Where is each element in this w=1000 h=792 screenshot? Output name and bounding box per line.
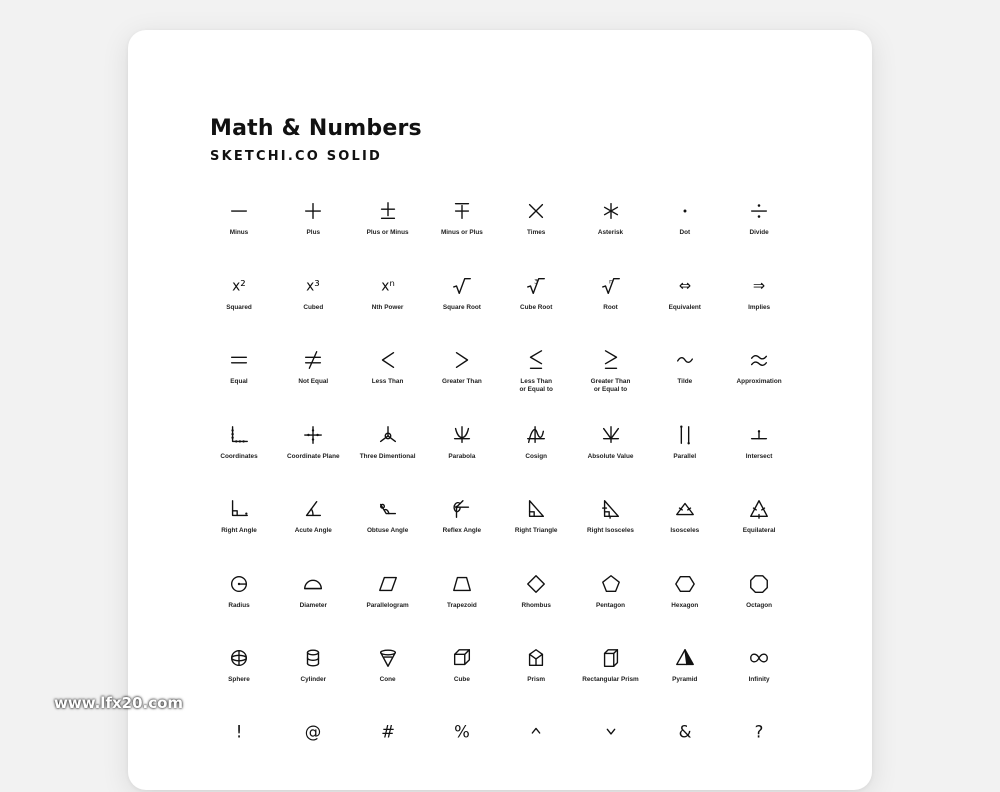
diameter-icon: [274, 573, 352, 595]
equivalent-icon: [646, 275, 724, 297]
svg-text:?: ?: [754, 722, 764, 742]
trapezoid-icon: [423, 573, 501, 595]
icon-label: Rhombus: [521, 601, 551, 609]
icon-cell-greater-than: [423, 349, 501, 419]
icon-cell-ampersand: [646, 722, 724, 792]
icon-cell-plus: [274, 200, 352, 270]
icon-cell-less-than-or-equal: [497, 349, 575, 419]
page-title: Math & Numbers: [210, 116, 422, 141]
icon-label: Sphere: [228, 676, 250, 683]
icon-label: Equilateral: [742, 527, 776, 534]
icon-label: Implies: [748, 303, 771, 311]
cosign-icon: [497, 424, 575, 446]
icon-cell-right-isosceles: [572, 498, 650, 568]
icon-label: Parabola: [448, 452, 476, 460]
root-icon: [572, 275, 650, 297]
approximation-icon: [720, 349, 798, 371]
icon-cell-coordinate-plane: [274, 424, 352, 494]
parallelogram-icon: [349, 573, 427, 595]
caret-icon: [497, 722, 575, 744]
divide-icon: [720, 200, 798, 222]
asterisk-icon: [572, 200, 650, 222]
icon-label: Approximation: [736, 378, 782, 385]
greater-than-icon: [423, 349, 501, 371]
icon-cell-question-mark: [720, 722, 798, 792]
icon-cell-diameter: [274, 573, 352, 643]
icon-label: Parallel: [673, 452, 697, 460]
icon-cell-right-triangle: [497, 498, 575, 568]
icon-label: Plus or Minus: [366, 229, 409, 236]
icon-cell-cube: [423, 647, 501, 717]
icon-cell-nth-power: [349, 275, 427, 345]
isosceles-icon: [646, 498, 724, 520]
icon-cell-hexagon: [646, 573, 724, 643]
icon-label: Plus: [306, 229, 321, 236]
icon-cell-cube-root: [497, 275, 575, 345]
not-equal-icon: [274, 349, 352, 371]
icon-cell-implies: [720, 275, 798, 345]
icon-label: Prism: [527, 676, 546, 683]
icon-cell-cylinder: [274, 647, 352, 717]
icon-label: Acute Angle: [294, 527, 332, 534]
icon-cell-equivalent: [646, 275, 724, 345]
chevron-down-icon: [572, 722, 650, 744]
icon-cell-divide: [720, 200, 798, 270]
svg-text:&: &: [678, 722, 692, 742]
hash-icon: [349, 722, 427, 744]
less-than-or-equal-icon: [497, 349, 575, 371]
cube-icon: [423, 647, 501, 669]
ampersand-icon: [646, 722, 724, 744]
svg-text:@: @: [305, 722, 322, 742]
icon-label: Rectangular Prism: [582, 676, 639, 683]
icon-label: Reflex Angle: [442, 527, 482, 534]
icon-label: Absolute Value: [587, 452, 634, 460]
icon-label: Tilde: [677, 378, 693, 385]
icon-cell-minus: [200, 200, 278, 270]
icon-label: Cubed: [303, 303, 324, 311]
at-sign-icon: [274, 722, 352, 744]
icon-cell-intersect: [720, 424, 798, 494]
right-isosceles-icon: [572, 498, 650, 520]
svg-text:x³: x³: [306, 278, 321, 295]
icon-label: Squared: [226, 303, 252, 311]
icon-cell-percent: [423, 722, 501, 792]
coordinates-icon: [200, 424, 278, 446]
parabola-icon: [423, 424, 501, 446]
icon-cell-pentagon: [572, 573, 650, 643]
coordinate-plane-icon: [274, 424, 352, 446]
icon-label: Cosign: [525, 452, 548, 460]
icon-cell-radius: [200, 573, 278, 643]
icon-label: Right Angle: [221, 527, 257, 534]
svg-text:!: !: [235, 722, 243, 742]
sheet-card: [128, 30, 872, 790]
icon-label: Equal: [230, 378, 248, 385]
icon-cell-acute-angle: [274, 498, 352, 568]
icon-label: Infinity: [748, 676, 770, 683]
greater-than-or-equal-icon: [572, 349, 650, 371]
absolute-value-icon: [572, 424, 650, 446]
sphere-icon: [200, 647, 278, 669]
parallel-icon: [646, 424, 724, 446]
svg-text:xⁿ: xⁿ: [380, 278, 395, 295]
minus-or-plus-icon: [423, 200, 501, 222]
icon-cell-parallelogram: [349, 573, 427, 643]
icon-cell-caret: [497, 722, 575, 792]
three-dimentional-icon: [349, 424, 427, 446]
svg-text:x²: x²: [232, 278, 246, 295]
page-subtitle: SKETCHI.CO SOLID: [210, 149, 383, 164]
icon-label: Parallelogram: [366, 601, 409, 609]
icon-cell-cone: [349, 647, 427, 717]
icon-label: Three Dimentional: [359, 452, 416, 460]
hexagon-icon: [646, 573, 724, 595]
percent-icon: [423, 722, 501, 744]
icon-cell-right-angle: [200, 498, 278, 568]
svg-text:%: %: [454, 722, 470, 742]
icon-label: Right Triangle: [514, 527, 558, 534]
icon-label: Greater Than: [442, 378, 482, 385]
plus-or-minus-icon: [349, 200, 427, 222]
icon-cell-parallel: [646, 424, 724, 494]
icon-label: Radius: [228, 601, 250, 609]
icon-cell-minus-or-plus: [423, 200, 501, 270]
icon-label: Root: [603, 303, 618, 311]
icon-cell-equilateral: [720, 498, 798, 568]
times-icon: [497, 200, 575, 222]
icon-cell-dot: [646, 200, 724, 270]
icon-label: Diameter: [299, 601, 327, 609]
icon-cell-trapezoid: [423, 573, 501, 643]
cube-root-icon: [497, 275, 575, 297]
icon-label: Less Than: [371, 378, 404, 385]
icon-cell-greater-than-or-equal: [572, 349, 650, 419]
icon-label: Not Equal: [298, 378, 329, 385]
pyramid-icon: [646, 647, 724, 669]
less-than-icon: [349, 349, 427, 371]
icon-label: Minus or Plus: [440, 229, 483, 236]
icon-cell-rectangular-prism: [572, 647, 650, 717]
icon-label: Coordinates: [220, 452, 258, 460]
icon-cell-plus-or-minus: [349, 200, 427, 270]
svg-text:3: 3: [534, 276, 539, 285]
icon-cell-exclamation: [200, 722, 278, 792]
cubed-icon: [274, 275, 352, 297]
icon-cell-root: [572, 275, 650, 345]
acute-angle-icon: [274, 498, 352, 520]
icon-cell-squared: [200, 275, 278, 345]
icon-cell-chevron-down: [572, 722, 650, 792]
icon-label: Coordinate Plane: [287, 452, 340, 460]
equal-icon: [200, 349, 278, 371]
right-angle-icon: [200, 498, 278, 520]
icon-label: Isosceles: [670, 527, 700, 534]
infinity-icon: [720, 647, 798, 669]
cylinder-icon: [274, 647, 352, 669]
icon-label: Cube: [453, 676, 470, 683]
icon-label: Equivalent: [668, 303, 701, 311]
icon-cell-prism: [497, 647, 575, 717]
square-root-icon: [423, 275, 501, 297]
icon-label: Obtuse Angle: [366, 527, 409, 534]
icon-cell-cubed: [274, 275, 352, 345]
icon-cell-not-equal: [274, 349, 352, 419]
icon-label: Divide: [749, 229, 769, 236]
icon-label: Intersect: [745, 452, 773, 460]
icon-cell-approximation: [720, 349, 798, 419]
icon-label: Cube Root: [520, 303, 553, 311]
icon-cell-parabola: [423, 424, 501, 494]
icon-label: Times: [527, 229, 546, 236]
radius-icon: [200, 573, 278, 595]
icon-label: Pyramid: [672, 676, 698, 683]
icon-label: Octagon: [746, 601, 773, 609]
icon-cell-isosceles: [646, 498, 724, 568]
icon-label: Asterisk: [597, 229, 624, 236]
icon-label: Less Than or Equal to: [519, 378, 553, 393]
svg-text:⇒: ⇒: [752, 277, 766, 295]
exclamation-icon: [200, 722, 278, 744]
icon-label: Minus: [229, 229, 249, 236]
equilateral-icon: [720, 498, 798, 520]
icon-cell-asterisk: [572, 200, 650, 270]
question-mark-icon: [720, 722, 798, 744]
svg-text:⇔: ⇔: [678, 277, 691, 295]
obtuse-angle-icon: [349, 498, 427, 520]
icon-cell-absolute-value: [572, 424, 650, 494]
icon-label: Pentagon: [595, 601, 626, 609]
minus-icon: [200, 200, 278, 222]
icon-cell-equal: [200, 349, 278, 419]
icon-cell-obtuse-angle: [349, 498, 427, 568]
icon-cell-square-root: [423, 275, 501, 345]
right-triangle-icon: [497, 498, 575, 520]
dot-icon: [646, 200, 724, 222]
squared-icon: [200, 275, 278, 297]
icon-label: Trapezoid: [446, 601, 477, 609]
intersect-icon: [720, 424, 798, 446]
plus-icon: [274, 200, 352, 222]
icon-label: Dot: [679, 229, 691, 236]
rectangular-prism-icon: [572, 647, 650, 669]
octagon-icon: [720, 573, 798, 595]
icon-cell-hash: [349, 722, 427, 792]
icon-cell-infinity: [720, 647, 798, 717]
icon-label: Right Isosceles: [587, 527, 634, 534]
icon-label: Cylinder: [300, 676, 327, 683]
tilde-icon: [646, 349, 724, 371]
icon-cell-less-than: [349, 349, 427, 419]
icon-cell-octagon: [720, 573, 798, 643]
icon-cell-tilde: [646, 349, 724, 419]
icon-cell-at-sign: [274, 722, 352, 792]
svg-text:#: #: [380, 722, 395, 742]
rhombus-icon: [497, 573, 575, 595]
implies-icon: [720, 275, 798, 297]
icon-label: Hexagon: [671, 601, 699, 609]
icon-cell-rhombus: [497, 573, 575, 643]
nth-power-icon: [349, 275, 427, 297]
reflex-angle-icon: [423, 498, 501, 520]
icon-label: Cone: [379, 676, 396, 683]
icon-cell-pyramid: [646, 647, 724, 717]
svg-text:n: n: [608, 276, 613, 285]
icon-cell-three-dimentional: [349, 424, 427, 494]
icon-label: Greater Than or Equal to: [590, 378, 631, 393]
icon-label: Square Root: [442, 303, 481, 311]
icon-cell-cosign: [497, 424, 575, 494]
prism-icon: [497, 647, 575, 669]
pentagon-icon: [572, 573, 650, 595]
icon-cell-times: [497, 200, 575, 270]
icon-cell-sphere: [200, 647, 278, 717]
icon-cell-reflex-angle: [423, 498, 501, 568]
icon-label: Nth Power: [371, 303, 404, 311]
cone-icon: [349, 647, 427, 669]
watermark: www.lfx20.com: [54, 694, 184, 712]
icon-cell-coordinates: [200, 424, 278, 494]
